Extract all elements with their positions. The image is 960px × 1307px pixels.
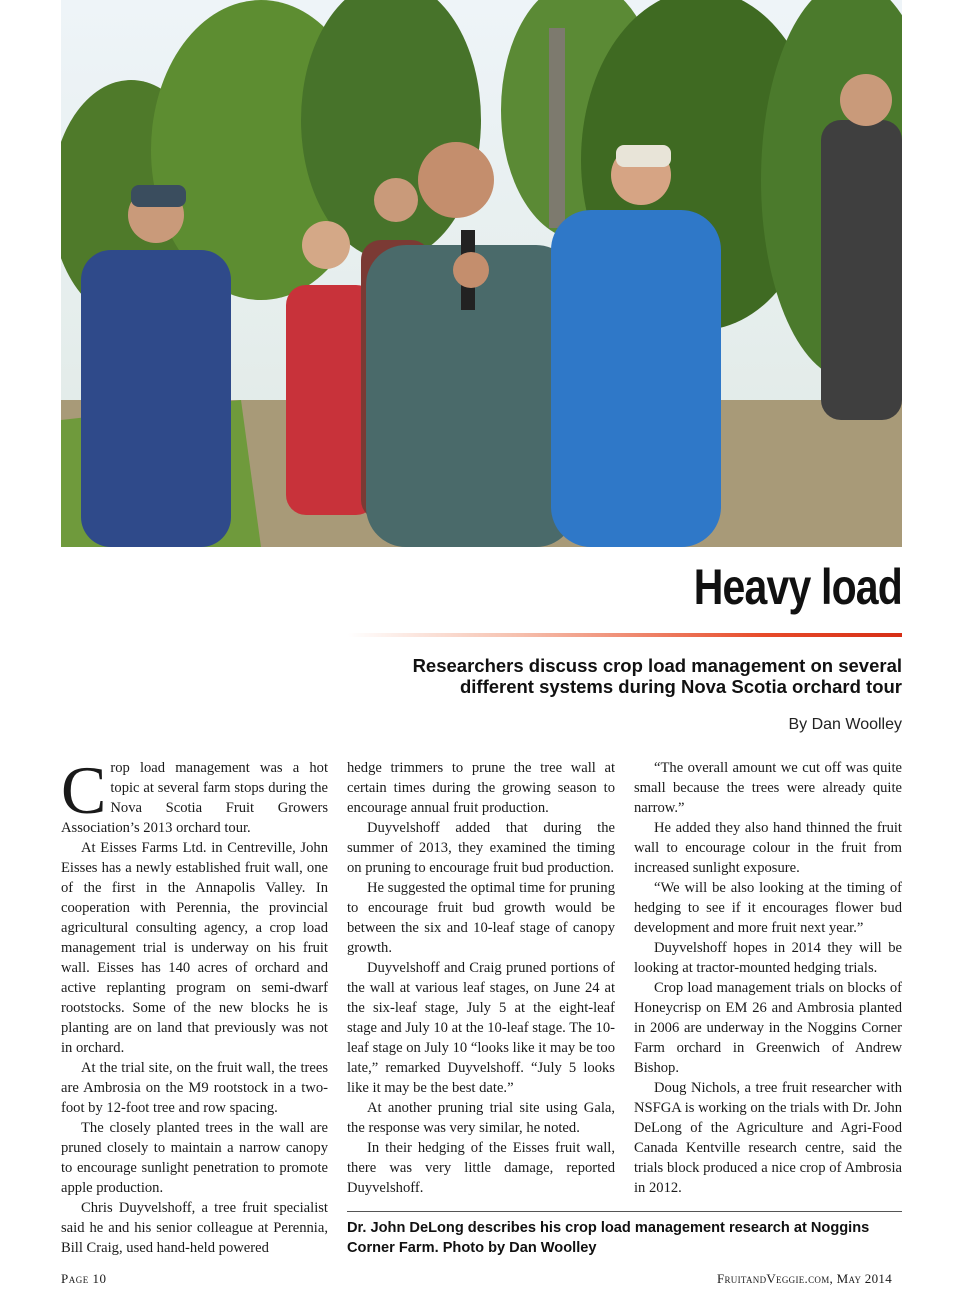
paragraph: Doug Nichols, a tree fruit researcher with NSFGA is working on the trials with Dr. John DeLong of the Agriculture and Agri-Food Canada Kentville research centre, said the trials block produced a nice crop of Ambrosia in 2012. [634, 1080, 902, 1196]
paragraph: Duyvelshoff hopes in 2014 they will be looking at tractor-mounted hedging trials. [634, 940, 902, 976]
caption-rule [347, 1211, 902, 1212]
page-number: Page 10 [61, 1271, 107, 1286]
paragraph: At Eisses Farms Ltd. in Centreville, John Eisses has a newly established fruit wall, one of the first in the Annapolis Valley. In cooperation with Perennia, the provincial agricultural consulting agency, a crop load management trial is underway on his fruit wall. Eisses has 140 acres of orchard and active replanting program on semi-dwarf rootstocks. Some of the new blocks he is planting are on land that previously was not in orchard. [61, 840, 328, 1056]
headline-rule [348, 633, 902, 637]
paragraph: At another pruning trial site using Gala, the response was very similar, he noted. [347, 1100, 615, 1136]
drop-cap: C [61, 752, 107, 828]
publication-footer: FruitandVeggie.com, May 2014 [716, 1271, 892, 1286]
article-photo [61, 0, 902, 547]
paragraph: In their hedging of the Eisses fruit wall, there was very little damage, reported Duyvelshoff. [347, 1140, 615, 1196]
paragraph: “The overall amount we cut off was quite small because the trees were already quite narrow.” [634, 760, 902, 816]
paragraph: He added they also hand thinned the fruit wall to encourage colour in the fruit from increased sunlight exposure. [634, 820, 902, 876]
article-column-1 [61, 752, 328, 1258]
article-column-3 [634, 758, 902, 1198]
paragraph: He suggested the optimal time for pruning to encourage fruit bud growth would be between the six and 10-leaf stage of canopy growth. [347, 880, 615, 956]
paragraph: The closely planted trees in the wall are pruned closely to maintain a narrow canopy to encourage sunlight penetration to promote apple production. [61, 1120, 328, 1196]
paragraph: Chris Duyvelshoff, a tree fruit specialist said he and his senior colleague at Perennia, Bill Craig, used hand-held powered [61, 1200, 328, 1256]
paragraph: “We will be also looking at the timing of hedging to see if it encourages flower bud development and more fruit next year.” [634, 880, 902, 936]
paragraph: Duyvelshoff and Craig pruned portions of the wall at various leaf stages, on June 24 at the six-leaf stage, July 5 at the eight-leaf stage and July 10 at the 10-leaf stage. The 10-leaf stage on July 10 “looks like it may be too late,” remarked Duyvelshoff. “July 5 looks like it may be the best date.” [347, 960, 616, 1096]
paragraph: Crop load management trials on blocks of Honeycrisp on EM 26 and Ambrosia planted in 2006 are underway in the Noggins Corner Farm orchard in Greenwich of Andrew Bishop. [634, 980, 902, 1076]
subhead: Researchers discuss crop load management on several different systems during Nova Scotia orchard tour [412, 655, 902, 697]
photo-caption: Dr. John DeLong describes his crop load management research at Noggins Corner Farm. Photo by Dan Woolley [347, 1220, 870, 1256]
byline: By Dan Woolley [788, 716, 902, 733]
paragraph: hedge trimmers to prune the tree wall at certain times during the growing season to encourage annual fruit production. [347, 760, 615, 816]
orchard-tour-photo [61, 0, 902, 547]
paragraph: Duyvelshoff added that during the summer of 2013, they examined the timing on pruning to encourage fruit bud production. [347, 820, 615, 876]
paragraph: Crop load management was a hot topic at several farm stops during the Nova Scotia Fruit Growers Association’s 2013 orchard tour. [61, 752, 328, 836]
headline: Heavy load [693, 559, 902, 615]
paragraph: At the trial site, on the fruit wall, the trees are Ambrosia on the M9 rootstock in a two-foot by 12-foot tree and row spacing. [61, 1060, 328, 1116]
article-column-2 [347, 758, 615, 1198]
